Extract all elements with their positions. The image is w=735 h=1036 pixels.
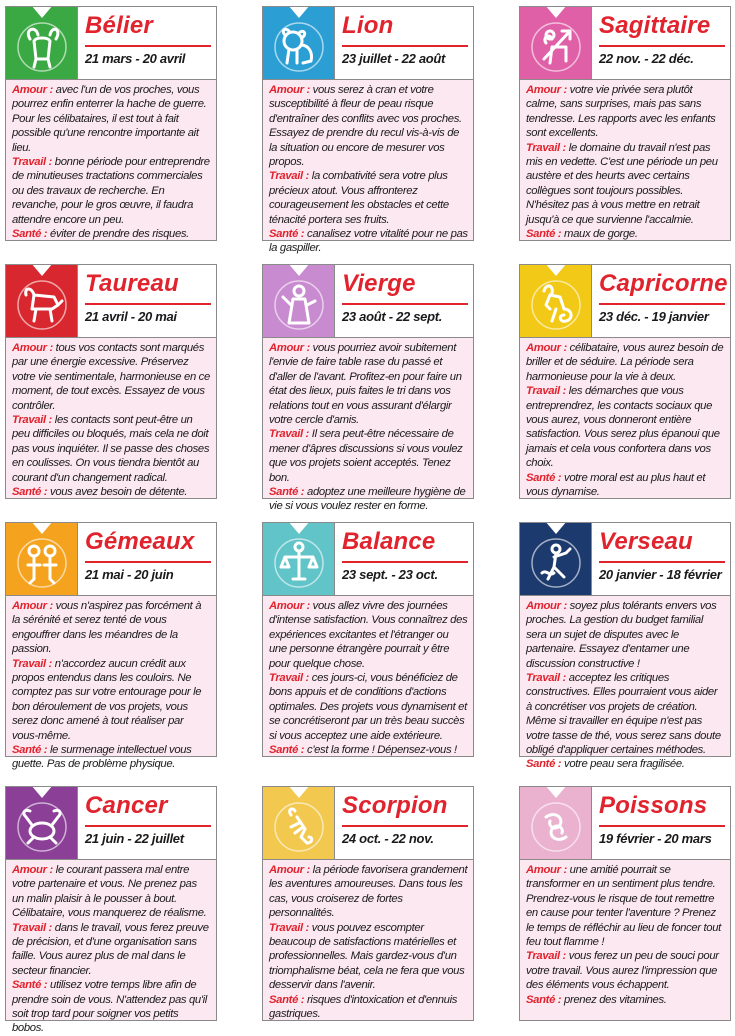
label-sante: Santé :: [526, 228, 562, 241]
card-header: [6, 265, 216, 338]
sign-dates: 23 juillet - 22 août: [342, 51, 446, 66]
scorpion-icon: [263, 787, 335, 859]
text-travail: vous ferez un peu de souci pour votre travail. Vous aurez l'impression que des éléments vous échappent.: [526, 950, 719, 992]
text-travail: acceptez les critiques constructives. Elles pourraient vous aider à concrétiser vos projets de création. Même si travailler en équipe n'est pas votre tasse de thé, vous serez sans doute obligé d'appliquer certaines méthodes.: [526, 672, 721, 757]
label-travail: Travail :: [526, 141, 566, 154]
label-travail: Travail :: [12, 921, 52, 934]
card-header: [263, 265, 473, 338]
title-rule: [342, 825, 468, 827]
sign-name: Balance: [342, 528, 436, 555]
water-bearer-icon: [520, 523, 592, 595]
horoscope-card-taureau: [5, 264, 217, 499]
label-travail: Travail :: [269, 428, 309, 441]
text-travail: les contacts sont peut-être un peu difficiles ou bloqués, mais cela ne doit pas vous inquiéter. Il se passe des choses en coulisses. On vous tiendra bientôt au courant d'un changement radical.: [12, 414, 210, 484]
text-sante: votre moral est au plus haut et vous dynamise.: [526, 471, 706, 499]
text-travail: la combativité sera votre plus précieux atout. Vous affronterez courageusement les obstacles et cette ténacité portera ses fruits.: [269, 170, 449, 226]
sign-badge: [263, 787, 335, 859]
card-header: [263, 523, 473, 596]
card-header: [520, 523, 730, 596]
forecast-text: [269, 599, 468, 757]
label-amour: Amour :: [12, 342, 53, 354]
title-rule: [342, 45, 468, 47]
forecast-text: [12, 599, 211, 772]
horoscope-card-lion: [262, 6, 474, 255]
sign-badge: [520, 523, 592, 595]
sign-badge: [6, 265, 78, 337]
horoscope-card-sagittaire: [519, 6, 731, 241]
text-amour: soyez plus tolérants envers vos proches. La gestion du budget familial sera un sujet de disputes avec le partenaire. Essayez d'entamer une discussion constructive !: [526, 600, 717, 670]
text-sante: adoptez une meilleure hygiène de vie si vous voulez rester en forme.: [269, 486, 466, 513]
card-header: [263, 787, 473, 860]
label-amour: Amour :: [526, 600, 567, 612]
sign-name: Cancer: [85, 792, 168, 819]
sign-name: Bélier: [85, 12, 153, 39]
archer-icon: [520, 7, 592, 79]
card-header: [520, 787, 730, 860]
title-rule: [85, 561, 211, 563]
horoscope-card-belier: [5, 6, 217, 241]
text-sante: éviter de prendre des risques.: [50, 228, 189, 241]
text-amour: la période favorisera grandement les aventures amoureuses. Dans tous les cas, vous croiserez de fortes personnalités.: [269, 864, 468, 920]
text-travail: bonne période pour entreprendre de minutieuses tractations commerciales ou des travaux de recherche. En revanche, pour le gros œuvre, il faudra attendre encore un peu.: [12, 156, 210, 226]
label-sante: Santé :: [269, 744, 305, 757]
crab-icon: [6, 787, 78, 859]
horoscope-card-verseau: [519, 522, 731, 771]
sign-badge: [520, 265, 592, 337]
title-rule: [342, 303, 468, 305]
horoscope-card-poissons: [519, 786, 731, 1021]
text-amour: le courant passera mal entre votre partenaire et vous. Ne prenez pas un malin plaisir à le pousser à bout. Célibataire, vous manquerez de réalisme.: [12, 864, 207, 920]
title-rule: [342, 561, 468, 563]
sign-dates: 24 oct. - 22 nov.: [342, 831, 434, 846]
label-sante: Santé :: [269, 993, 305, 1006]
sign-name: Vierge: [342, 270, 416, 297]
forecast-text: [269, 83, 468, 256]
horoscope-card-cancer: [5, 786, 217, 1035]
label-travail: Travail :: [12, 414, 52, 427]
virgin-icon: [263, 265, 335, 337]
card-header: [263, 7, 473, 80]
title-rule: [599, 303, 725, 305]
text-amour: avec l'un de vos proches, vous pourrez enfin enterrer la hache de guerre. Pour les célibataires, il est tout à fait possible qu'une rencontre importante ait lieu.: [12, 84, 207, 154]
text-travail: dans le travail, vous ferez preuve de précision, et d'une organisation sans faille. Vous aurez plus de mal dans le secteur financier.: [12, 921, 209, 977]
label-amour: Amour :: [12, 600, 53, 612]
horoscope-card-gemeaux: [5, 522, 217, 771]
sign-badge: [263, 523, 335, 595]
text-amour: votre vie privée sera plutôt calme, sans surprises, mais pas sans tendresse. Les rapports avec les enfants sont excellents.: [526, 84, 716, 140]
sign-name: Verseau: [599, 528, 693, 555]
sign-badge: [6, 7, 78, 79]
label-amour: Amour :: [269, 600, 310, 612]
sign-name: Scorpion: [342, 792, 448, 819]
horoscope-card-vierge: [262, 264, 474, 513]
label-amour: Amour :: [269, 342, 310, 354]
sign-dates: 23 sept. - 23 oct.: [342, 567, 438, 582]
forecast-text: [526, 341, 725, 499]
forecast-text: [269, 863, 468, 1021]
forecast-text: [269, 341, 468, 514]
title-rule: [85, 45, 211, 47]
label-sante: Santé :: [526, 758, 562, 771]
forecast-text: [12, 863, 211, 1036]
card-header: [520, 265, 730, 338]
label-amour: Amour :: [269, 864, 310, 876]
card-header: [520, 7, 730, 80]
label-amour: Amour :: [269, 84, 310, 96]
horoscope-card-balance: [262, 522, 474, 757]
label-amour: Amour :: [526, 84, 567, 96]
sign-name: Poissons: [599, 792, 708, 819]
text-travail: les démarches que vous entreprendrez, les contacts sociaux que vous aurez, vous donneront entière satisfaction. Vous serez plus épanoui que jamais et cela vous confortera dans vos choix.: [526, 385, 720, 470]
sign-dates: 22 nov. - 22 déc.: [599, 51, 694, 66]
horoscope-card-capricorne: [519, 264, 731, 499]
title-rule: [85, 303, 211, 305]
sign-badge: [6, 523, 78, 595]
forecast-text: [526, 83, 725, 241]
bull-icon: [6, 265, 78, 337]
twins-icon: [6, 523, 78, 595]
text-amour: tous vos contacts sont marqués par une énergie excessive. Préservez votre vie sentimentale, harmonieuse en ce moment, de tout excès. Essayez de vous contrôler.: [12, 342, 210, 412]
sign-badge: [520, 7, 592, 79]
card-header: [6, 787, 216, 860]
text-amour: célibataire, vous aurez besoin de briller et de séduire. La période sera harmonieuse pour la vie à deux.: [526, 342, 724, 383]
label-amour: Amour :: [12, 864, 53, 876]
sign-dates: 20 janvier - 18 février: [599, 567, 722, 582]
sign-badge: [6, 787, 78, 859]
forecast-text: [12, 83, 211, 241]
sign-name: Taureau: [85, 270, 179, 297]
label-sante: Santé :: [526, 471, 562, 484]
title-rule: [85, 825, 211, 827]
label-travail: Travail :: [526, 672, 566, 685]
title-rule: [599, 561, 725, 563]
sign-name: Capricorne: [599, 270, 728, 297]
text-travail: vous pouvez escompter beaucoup de satisfactions matérielles et professionnelles. Mais gardez-vous d'un triomphalisme béat, cela ne fera que vous desservir dans l'avenir.: [269, 921, 465, 992]
text-amour: vous allez vivre des journées d'intense satisfaction. Vous connaîtrez des expériences excitantes et l'étranger ou une personne étrangère pourrait y être pour quelque chose.: [269, 600, 468, 670]
label-travail: Travail :: [12, 657, 52, 670]
sign-dates: 23 août - 22 sept.: [342, 309, 443, 324]
label-sante: Santé :: [269, 228, 305, 241]
sign-dates: 21 mars - 20 avril: [85, 51, 186, 66]
text-sante: votre peau sera fragilisée.: [564, 758, 685, 771]
sign-badge: [263, 265, 335, 337]
title-rule: [599, 825, 725, 827]
sign-dates: 19 février - 20 mars: [599, 831, 712, 846]
title-rule: [599, 45, 725, 47]
sign-badge: [263, 7, 335, 79]
sign-name: Lion: [342, 12, 394, 39]
text-sante: le surmenage intellectuel vous guette. Pas de problème physique.: [12, 744, 192, 771]
scales-icon: [263, 523, 335, 595]
label-sante: Santé :: [12, 979, 48, 992]
text-travail: ces jours-ci, vous bénéficiez de bons appuis et de conditions d'actions optimales. Des projets vous dynamisent et se concrétiseront par un très beau succès si vous acceptez une aide extérieure.: [269, 672, 467, 742]
text-sante: c'est la forme ! Dépensez-vous !: [307, 744, 457, 757]
fish-icon: [520, 787, 592, 859]
forecast-text: [526, 863, 725, 1007]
label-amour: Amour :: [12, 84, 53, 96]
label-sante: Santé :: [12, 744, 48, 757]
label-sante: Santé :: [526, 993, 562, 1006]
sign-name: Gémeaux: [85, 528, 195, 555]
sign-dates: 21 avril - 20 mai: [85, 309, 177, 324]
label-amour: Amour :: [526, 864, 567, 876]
text-sante: maux de gorge.: [564, 228, 638, 241]
label-sante: Santé :: [12, 228, 48, 241]
label-travail: Travail :: [526, 950, 566, 963]
sign-dates: 21 juin - 22 juillet: [85, 831, 184, 846]
text-travail: le domaine du travail n'est pas mis en vedette. C'est une période un peu austère et des heurts avec certains collègues sont toujours possibles. N'hésitez pas à vous mettre en retrait jusqu'à ce que survienne l'accalmie.: [526, 141, 718, 226]
label-travail: Travail :: [269, 170, 309, 183]
forecast-text: [526, 599, 725, 772]
text-amour: une amitié pourrait se transformer en un sentiment plus tendre. Prendrez-vous le risque de tout remettre en cause pour tenter l'aventure ? Prenez le temps de réfléchir au lieu de foncer tout feu tout flamme !: [526, 864, 721, 949]
text-travail: Il sera peut-être nécessaire de mener d'âpres discussions si vous voulez que vos projets soient acceptés. Tenez bon.: [269, 428, 463, 484]
goat-icon: [520, 265, 592, 337]
label-travail: Travail :: [12, 156, 52, 169]
text-sante: risques d'intoxication et d'ennuis gastriques.: [269, 993, 458, 1021]
card-header: [6, 523, 216, 596]
label-sante: Santé :: [12, 486, 48, 499]
sign-dates: 21 mai - 20 juin: [85, 567, 174, 582]
label-travail: Travail :: [269, 921, 309, 934]
ram-icon: [6, 7, 78, 79]
text-sante: prenez des vitamines.: [564, 993, 667, 1006]
label-amour: Amour :: [526, 342, 567, 354]
sign-dates: 23 déc. - 19 janvier: [599, 309, 709, 324]
horoscope-card-scorpion: [262, 786, 474, 1021]
text-amour: vous serez à cran et votre susceptibilité à fleur de peau risque d'entraîner des conflits avec vos proches. Essayez de prendre du recul vis-à-vis de la situation ou encore de mesurer vos propos.: [269, 84, 462, 169]
label-sante: Santé :: [269, 486, 305, 499]
text-travail: n'accordez aucun crédit aux propos entendus dans les couloirs. Ne comptez pas sur votre entourage pour le bon déroulement de vos projets, vous serez donc amené à tout réaliser par vous-même.: [12, 657, 202, 742]
text-sante: utilisez votre temps libre afin de prendre soin de vous. N'attendez pas qu'il soit trop tard pour soigner vos petits bobos.: [12, 979, 207, 1035]
text-amour: vous n'aspirez pas forcément à la sérénité et serez tenté de vous engouffrer dans les méandres de la passion.: [12, 600, 202, 656]
forecast-text: [12, 341, 211, 499]
lion-icon: [263, 7, 335, 79]
text-sante: vous avez besoin de détente.: [50, 486, 188, 499]
sign-badge: [520, 787, 592, 859]
text-sante: canalisez votre vitalité pour ne pas la gaspiller.: [269, 228, 468, 255]
text-amour: vous pourriez avoir subitement l'envie de faire table rase du passé et d'aller de l'avant. Profitez-en pour faire un état des lieux, puis faites le tri dans vos relations tout en vous assurant d'élargir votre cercle d'amis.: [269, 342, 462, 427]
label-travail: Travail :: [269, 672, 309, 685]
label-travail: Travail :: [526, 385, 566, 398]
sign-name: Sagittaire: [599, 12, 711, 39]
card-header: [6, 7, 216, 80]
